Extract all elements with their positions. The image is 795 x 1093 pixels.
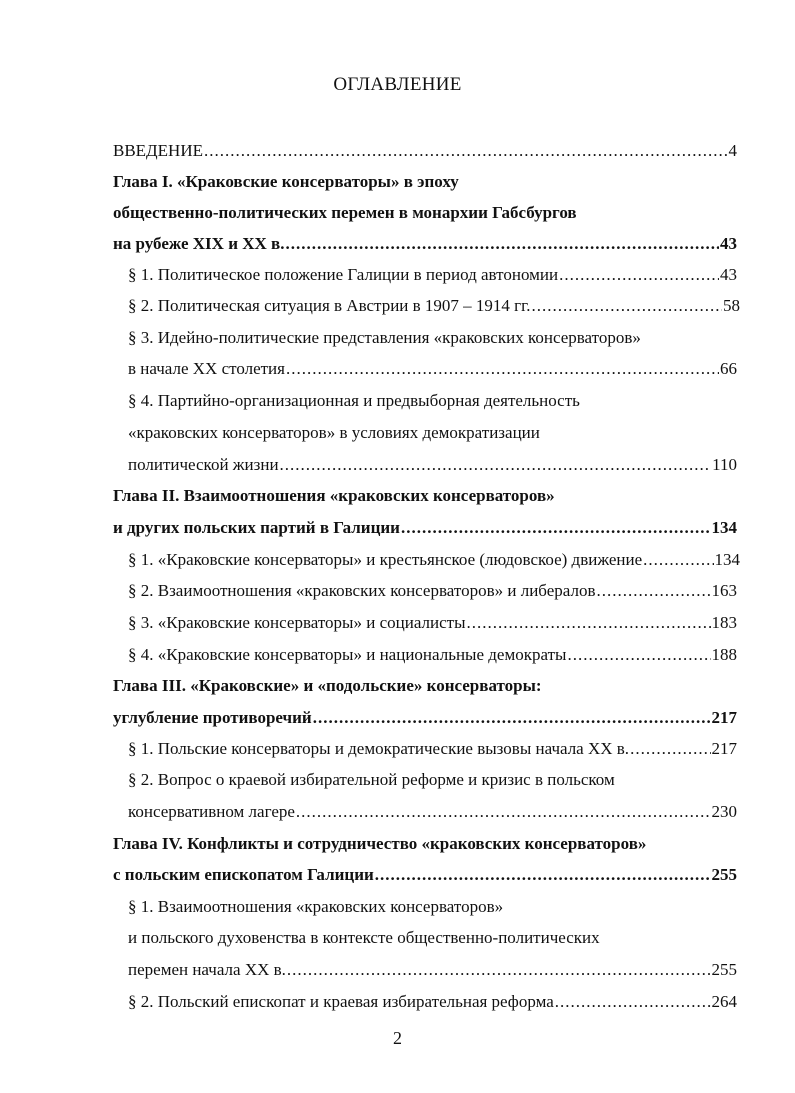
toc-section-2-4[interactable] xyxy=(128,640,737,670)
toc-entry-text: § 1. Политическое положение Галиции в период автономии xyxy=(128,265,559,284)
toc-entry-text: и польского духовенства в контексте общественно-политических xyxy=(128,928,600,947)
toc-entry-text: § 4. Партийно-организационная и предвыборная деятельность xyxy=(128,391,580,410)
toc-entry-text: на рубеже XIX и XX в. xyxy=(113,234,285,253)
toc-entry-text: Глава III. «Краковские» и «подольские» консерваторы: xyxy=(113,676,542,695)
toc-leader-dots xyxy=(285,229,719,259)
toc-section-1-4[interactable] xyxy=(128,386,737,416)
toc-leader-dots xyxy=(375,860,711,890)
toc-entry-text: перемен начала ХХ в. xyxy=(128,960,286,979)
toc-leader-dots xyxy=(531,291,722,321)
toc-chapter-4-heading[interactable] xyxy=(113,829,737,859)
toc-leader-dots xyxy=(567,640,710,670)
toc-leader-dots xyxy=(630,734,710,764)
toc-entry-text: политической жизни xyxy=(128,455,279,474)
toc-chapter-3-heading[interactable] xyxy=(113,703,737,733)
toc-page-number: 183 xyxy=(711,613,737,632)
toc-entry-text: «краковских консерваторов» в условиях демократизации xyxy=(128,423,540,442)
toc-section-3-2[interactable] xyxy=(128,797,737,827)
toc-section-1-3[interactable] xyxy=(128,323,737,353)
toc-page-number: 217 xyxy=(711,739,737,758)
toc-entry-text: углубление противоречий xyxy=(113,708,312,727)
toc-leader-dots xyxy=(296,797,711,827)
toc-entry-text: в начале ХХ столетия xyxy=(128,359,285,378)
toc-page-number: 43 xyxy=(720,234,737,253)
toc-page-number: 255 xyxy=(711,865,737,884)
toc-section-1-1[interactable] xyxy=(128,260,737,290)
toc-entry-text: и других польских партий в Галиции xyxy=(113,518,400,537)
toc-leader-dots xyxy=(643,545,713,575)
toc-chapter-1-heading[interactable] xyxy=(113,167,737,197)
toc-page-number: 217 xyxy=(711,708,737,727)
toc-entry-introduction[interactable] xyxy=(113,136,737,166)
toc-entry-text: Глава I. «Краковские консерваторы» в эпоху xyxy=(113,172,459,191)
toc-chapter-3-heading[interactable] xyxy=(113,671,737,701)
page-number: 2 xyxy=(393,1028,402,1048)
toc-section-4-1[interactable] xyxy=(128,955,737,985)
toc-entry-text: § 2. Польский епископат и краевая избирательная реформа xyxy=(128,992,554,1011)
toc-section-1-3[interactable] xyxy=(128,354,737,384)
page-title: ОГЛАВЛЕНИЕ xyxy=(333,74,462,95)
toc-page-number: 264 xyxy=(711,992,737,1011)
toc-leader-dots xyxy=(204,136,728,166)
toc-section-2-2[interactable] xyxy=(128,576,737,606)
toc-section-4-2[interactable] xyxy=(128,987,737,1017)
toc-section-4-1[interactable] xyxy=(128,923,737,953)
toc-page-number: 110 xyxy=(712,455,737,474)
toc-section-3-2[interactable] xyxy=(128,765,737,795)
toc-entry-text: Глава IV. Конфликты и сотрудничество «краковских консерваторов» xyxy=(113,834,647,853)
toc-section-2-3[interactable] xyxy=(128,608,737,638)
toc-entry-text: § 2. Взаимоотношения «краковских консерваторов» и либералов xyxy=(128,581,596,600)
toc-entry-text: § 3. «Краковские консерваторы» и социалисты xyxy=(128,613,466,632)
toc-entry-text: с польским епископатом Галиции xyxy=(113,865,374,884)
toc-entry-text: § 1. «Краковские консерваторы» и крестьянское (людовское) движение xyxy=(128,550,643,569)
toc-leader-dots xyxy=(286,354,719,384)
toc-page-number: 134 xyxy=(711,518,737,537)
toc-entry-text: Глава II. Взаимоотношения «краковских консерваторов» xyxy=(113,486,555,505)
toc-section-1-4[interactable] xyxy=(128,450,737,480)
toc-entry-text: § 2. Политическая ситуация в Австрии в 1907 – 1914 гг. xyxy=(128,296,531,315)
toc-leader-dots xyxy=(467,608,711,638)
toc-chapter-1-heading[interactable] xyxy=(113,198,737,228)
toc-leader-dots xyxy=(287,955,711,985)
toc-page-number: 58 xyxy=(723,296,740,315)
toc-page-number: 66 xyxy=(720,359,737,378)
toc-section-3-1[interactable] xyxy=(128,734,737,764)
toc-chapter-1-heading[interactable] xyxy=(113,229,737,259)
toc-entry-text: § 2. Вопрос о краевой избирательной реформе и кризис в польском xyxy=(128,770,615,789)
toc-entry-text: § 1. Польские консерваторы и демократические вызовы начала ХХ в. xyxy=(128,739,630,758)
toc-leader-dots xyxy=(559,260,719,290)
toc-chapter-2-heading[interactable] xyxy=(113,513,737,543)
toc-page-number: 134 xyxy=(714,550,740,569)
toc-page-number: 43 xyxy=(720,265,737,284)
toc-section-2-1[interactable] xyxy=(128,545,740,575)
toc-page-number: 163 xyxy=(711,581,737,600)
toc-entry-text: общественно-политических перемен в монархии Габсбургов xyxy=(113,203,577,222)
toc-chapter-4-heading[interactable] xyxy=(113,860,737,890)
toc-entry-text: § 3. Идейно-политические представления «краковских консерваторов» xyxy=(128,328,641,347)
toc-entry-text: консервативном лагере xyxy=(128,802,295,821)
toc-entry-text: § 4. «Краковские консерваторы» и национальные демократы xyxy=(128,645,567,664)
toc-leader-dots xyxy=(401,513,711,543)
toc-leader-dots xyxy=(313,703,711,733)
toc-page-number: 4 xyxy=(728,141,737,160)
toc-page-number: 188 xyxy=(711,645,737,664)
toc-leader-dots xyxy=(596,576,710,606)
toc-entry-text: ВВЕДЕНИЕ xyxy=(113,141,203,160)
toc-section-1-4[interactable] xyxy=(128,418,737,448)
toc-page-number: 230 xyxy=(711,802,737,821)
toc-section-1-2[interactable] xyxy=(128,291,740,321)
toc-leader-dots xyxy=(280,450,712,480)
toc-page-number: 255 xyxy=(711,960,737,979)
toc-section-4-1[interactable] xyxy=(128,892,737,922)
toc-leader-dots xyxy=(555,987,711,1017)
toc-chapter-2-heading[interactable] xyxy=(113,481,737,511)
toc-entry-text: § 1. Взаимоотношения «краковских консерваторов» xyxy=(128,897,504,916)
